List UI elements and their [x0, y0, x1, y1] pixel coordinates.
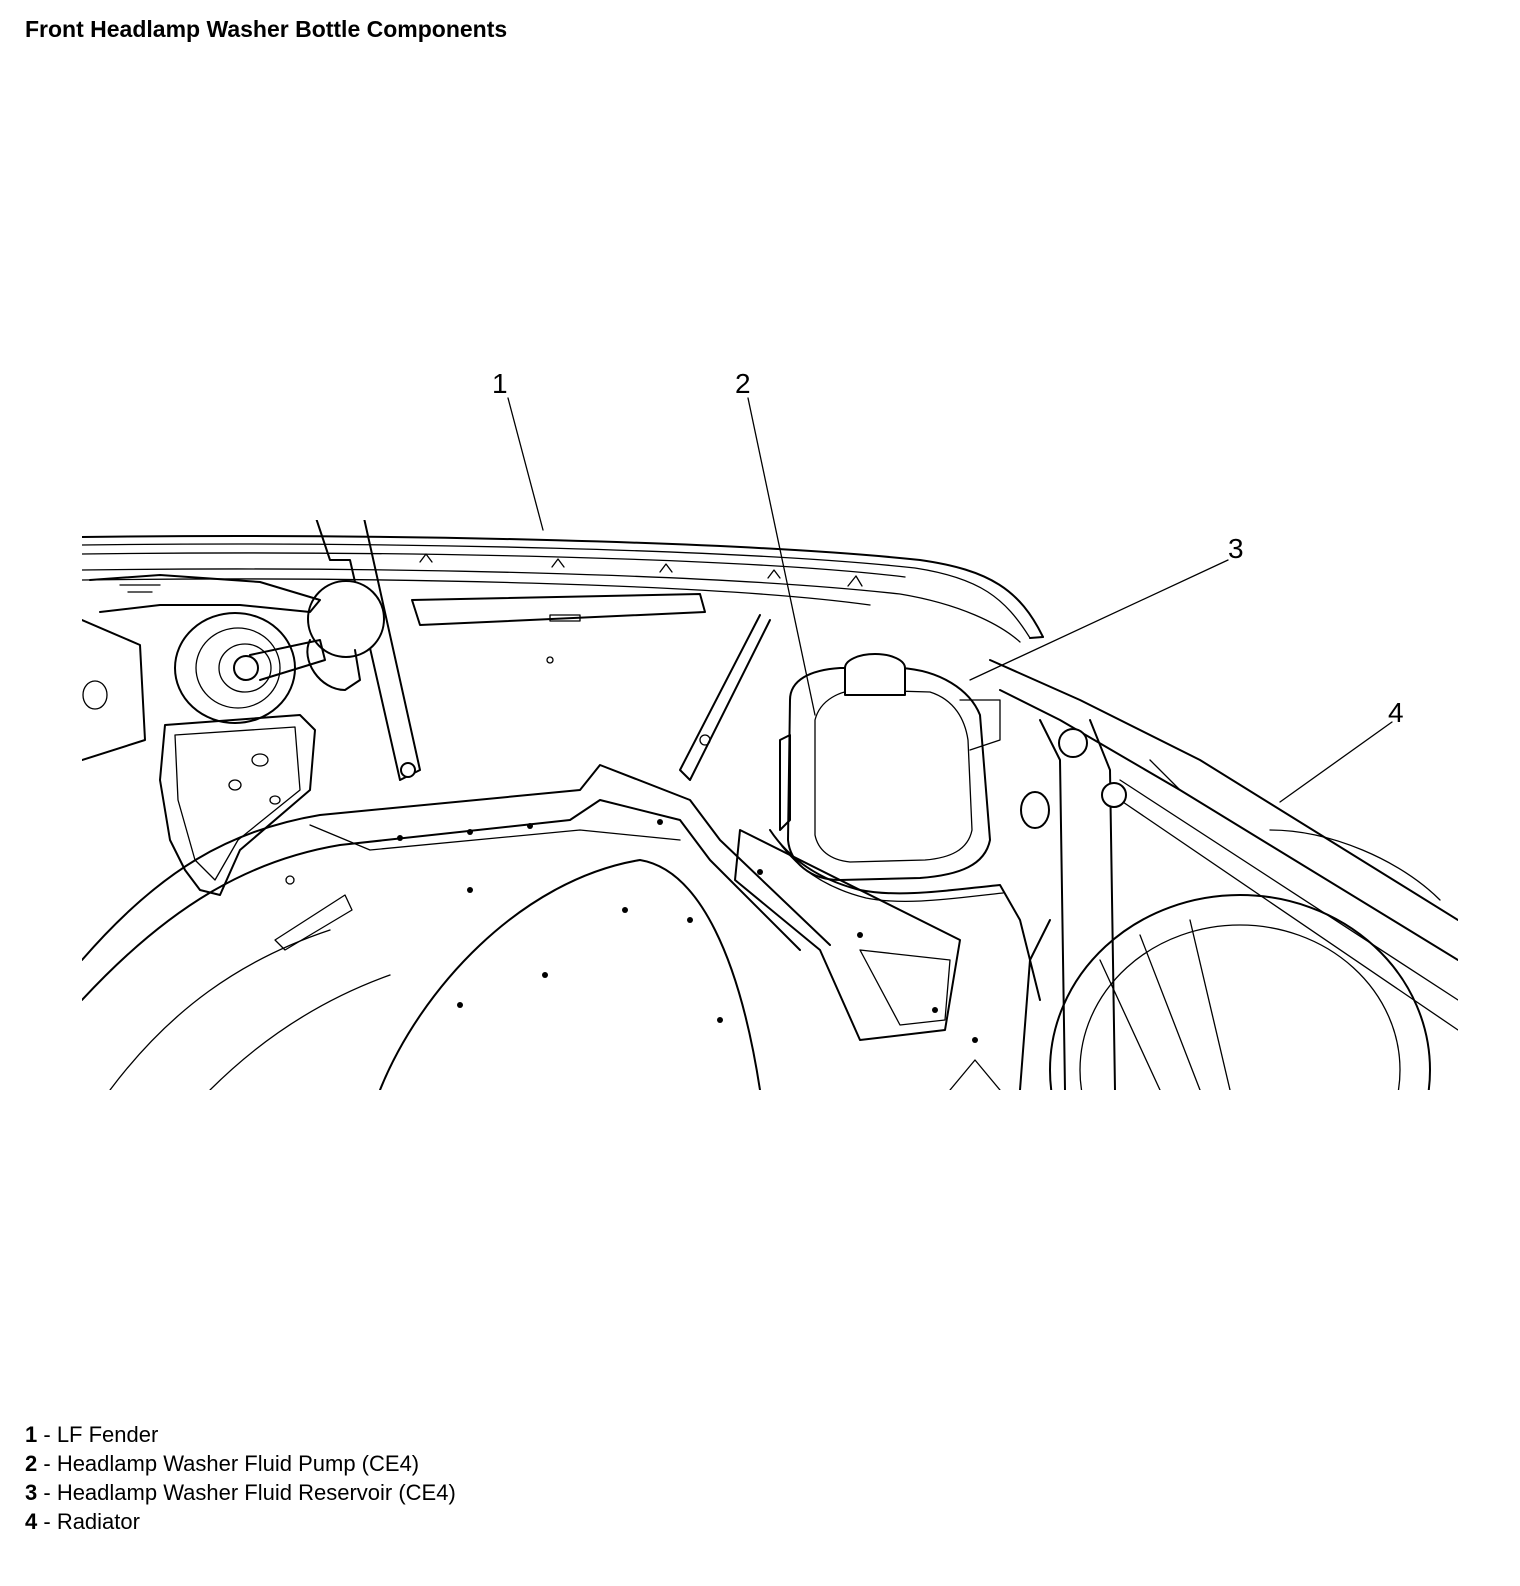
callout-2: 2: [735, 368, 751, 399]
legend-separator: -: [37, 1422, 57, 1447]
line-drawing: [82, 488, 1458, 1245]
legend-label: Headlamp Washer Fluid Reservoir (CE4): [56, 1480, 456, 1505]
legend-item: [25, 1449, 456, 1478]
callout-1: 1: [492, 368, 508, 399]
page-title: Front Headlamp Washer Bottle Components: [25, 16, 508, 42]
shock-tower-shape: [175, 613, 325, 723]
hood-hinge-shape: [90, 488, 420, 780]
callout-3: 3: [1228, 533, 1244, 564]
legend-item: [25, 1420, 456, 1449]
legend-number: 2: [25, 1451, 38, 1476]
legend: [25, 1420, 456, 1536]
legend-label: LF Fender: [56, 1422, 159, 1447]
legend-separator: -: [37, 1480, 57, 1505]
cooling-fan-shape: [950, 895, 1430, 1245]
legend-label: Radiator: [56, 1509, 140, 1534]
legend-number: 4: [25, 1509, 38, 1534]
cowl-panel-shape: [412, 594, 770, 780]
callout-4: 4: [1388, 697, 1404, 728]
washer-reservoir-shape: [780, 654, 1000, 880]
legend-separator: -: [37, 1509, 57, 1534]
lf-fender-shape: [82, 536, 1043, 642]
legend-separator: -: [37, 1451, 57, 1476]
legend-item: [25, 1478, 456, 1507]
legend-number: 3: [25, 1480, 38, 1505]
legend-label: Headlamp Washer Fluid Pump (CE4): [56, 1451, 420, 1476]
legend-number: 1: [25, 1422, 38, 1447]
legend-item: [25, 1507, 456, 1536]
